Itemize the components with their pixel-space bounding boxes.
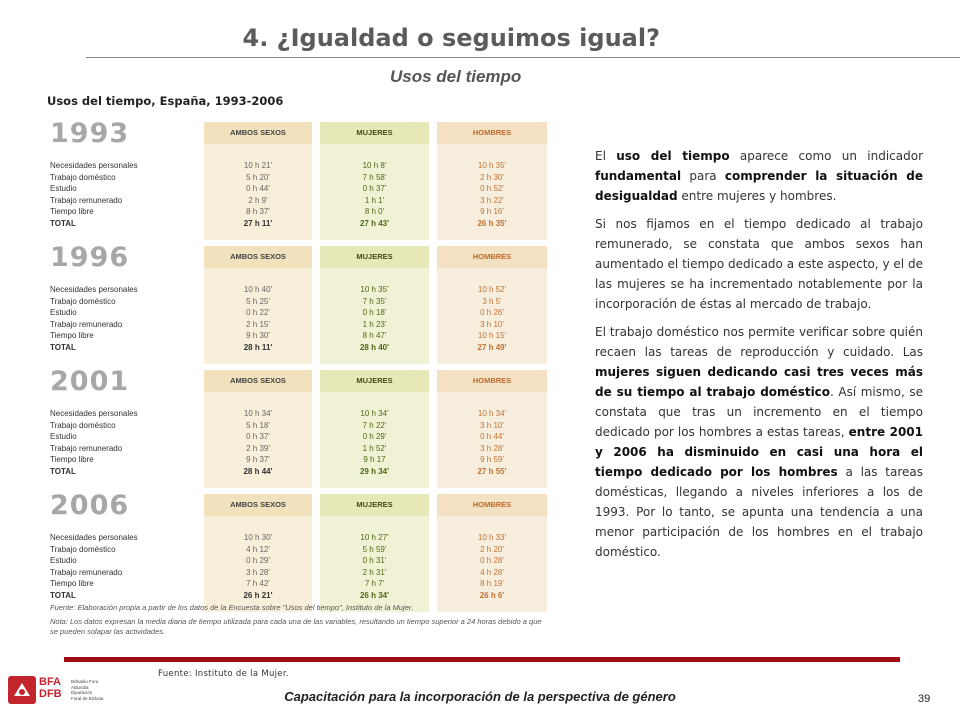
row-label: Estudio — [50, 432, 77, 441]
logo-text: BFA DFB — [39, 676, 62, 700]
value-cell: 1 h 52' — [362, 443, 387, 453]
mujeres-values — [320, 160, 429, 229]
value-cell: 26 h 6' — [479, 590, 505, 600]
row-label: Necesidades personales — [50, 285, 138, 294]
text-run: aparece como un indicador — [729, 149, 923, 163]
column-header: AMBOS SEXOS — [204, 494, 312, 516]
value-cell: 0 h 28' — [480, 556, 504, 565]
value-cell: 3 h 10' — [480, 319, 504, 329]
paragraph-3 — [595, 322, 923, 562]
hombres-values — [437, 284, 547, 353]
value-cell: 28 h 40' — [359, 342, 390, 352]
value-cell: 5 h 59' — [362, 544, 387, 554]
column-header: HOMBRES — [437, 246, 547, 268]
ambos-values — [204, 408, 312, 477]
value-cell: 5 h 18' — [246, 420, 270, 430]
footer-source: Fuente: Instituto de la Mujer. — [158, 669, 289, 679]
value-cell: 9 h 37' — [246, 455, 270, 464]
column-header: HOMBRES — [437, 370, 547, 392]
row-label: TOTAL — [50, 466, 76, 476]
row-label: Estudio — [50, 184, 77, 193]
column-header: HOMBRES — [437, 122, 547, 144]
value-cell: 1 h 1' — [364, 195, 385, 205]
row-label: Trabajo remunerado — [50, 195, 123, 205]
value-cell: 2 h 31' — [362, 567, 387, 577]
body-text — [595, 146, 923, 570]
paragraph-1 — [595, 146, 923, 206]
row-label: TOTAL — [50, 342, 76, 352]
value-cell: 0 h 31' — [362, 556, 387, 565]
row-label: Trabajo doméstico — [50, 172, 116, 182]
value-cell: 10 h 21' — [243, 161, 273, 170]
year-block — [46, 490, 550, 612]
row-label: Tiempo libre — [50, 331, 94, 340]
row-label: Estudio — [50, 308, 77, 317]
value-cell: 0 h 44' — [246, 184, 270, 193]
value-cell: 0 h 29' — [246, 556, 270, 565]
value-cell: 26 h 35' — [477, 218, 507, 228]
bold-run: mujeres siguen dedicando casi tres veces más de su tiempo al trabajo doméstico — [595, 365, 923, 399]
value-cell: 2 h 39' — [246, 443, 270, 453]
value-cell: 9 h 16' — [480, 207, 504, 216]
value-cell: 9 h 59' — [480, 455, 504, 464]
row-labels — [50, 408, 138, 477]
value-cell: 8 h 0' — [364, 207, 385, 216]
ambos-values — [204, 532, 312, 601]
title-divider — [86, 57, 960, 58]
value-cell: 26 h 21' — [243, 590, 273, 600]
row-labels — [50, 284, 138, 353]
year-label: 2006 — [50, 490, 130, 521]
mujeres-values — [320, 408, 429, 477]
value-cell: 4 h 28' — [480, 567, 504, 577]
row-label: TOTAL — [50, 218, 76, 228]
column-header: AMBOS SEXOS — [204, 246, 312, 268]
row-label: Trabajo remunerado — [50, 319, 123, 329]
year-label: 1993 — [50, 118, 130, 149]
hombres-values — [437, 160, 547, 229]
value-cell: 0 h 37' — [246, 432, 270, 441]
ambos-values — [204, 160, 312, 229]
value-cell: 8 h 37' — [246, 207, 270, 216]
value-cell: 0 h 22' — [246, 308, 270, 317]
figure-notes — [50, 603, 550, 637]
value-cell: 5 h 20' — [246, 172, 270, 182]
value-cell: 10 h 30' — [243, 533, 273, 542]
column-header: AMBOS SEXOS — [204, 370, 312, 392]
text-run: entre mujeres y hombres. — [677, 189, 837, 203]
row-label: Necesidades personales — [50, 533, 138, 542]
value-cell: 10 h 8' — [362, 161, 387, 170]
row-label: Trabajo doméstico — [50, 544, 116, 554]
value-cell: 27 h 11' — [243, 218, 273, 228]
footer-caption: Capacitación para la incorporación de la perspectiva de género — [284, 689, 676, 704]
value-cell: 1 h 23' — [362, 319, 387, 329]
year-block — [46, 366, 550, 488]
value-cell: 7 h 7' — [364, 579, 385, 588]
value-cell: 28 h 44' — [243, 466, 273, 476]
figure-source-note: Fuente: Elaboración propia a partir de los datos de la Encuesta sobre "Usos del tiempo", Instituto de la Mujer. — [50, 603, 414, 612]
text-run: El — [595, 149, 617, 163]
value-cell: 10 h 27' — [360, 533, 389, 542]
text-run: . Así mismo, se constata que tras un incremento en el tiempo dedicado por los hombres a estas tareas, — [595, 385, 923, 439]
value-cell: 3 h 5' — [482, 296, 502, 306]
figure-heading: Usos del tiempo, España, 1993-2006 — [47, 94, 284, 108]
value-cell: 10 h 34' — [477, 409, 507, 418]
value-cell: 10 h 15' — [477, 331, 507, 340]
logo-subtitle: Bizkaiko Foru Aldundia Diputación Foral de Bizkaia — [71, 679, 104, 701]
row-labels — [50, 532, 138, 601]
value-cell: 10 h 34' — [243, 409, 273, 418]
bold-run: fundamental — [595, 169, 682, 183]
value-cell: 2 h 30' — [480, 172, 504, 182]
year-label: 1996 — [50, 242, 130, 273]
year-block — [46, 118, 550, 240]
hombres-values — [437, 408, 547, 477]
value-cell: 10 h 35' — [477, 161, 507, 170]
row-label: Necesidades personales — [50, 409, 138, 418]
row-label: Tiempo libre — [50, 579, 94, 588]
value-cell: 7 h 58' — [362, 172, 387, 182]
paragraph-2: Si nos fijamos en el tiempo dedicado al trabajo remunerado, se constata que ambos sexos han aumentado el tiempo dedicado a este aspecto, y el de las mujeres se ha incrementado notablemente por la incorporación de éstas al mercado de trabajo. — [595, 217, 923, 311]
value-cell: 0 h 44' — [480, 432, 504, 441]
row-label: Necesidades personales — [50, 161, 138, 170]
value-cell: 3 h 28' — [246, 567, 270, 577]
row-label: Trabajo doméstico — [50, 420, 116, 430]
value-cell: 29 h 34' — [359, 466, 390, 476]
value-cell: 26 h 34' — [359, 590, 390, 600]
row-label: Trabajo doméstico — [50, 296, 116, 306]
page-subtitle: Usos del tiempo — [390, 67, 522, 86]
row-label: TOTAL — [50, 590, 76, 600]
value-cell: 10 h 34' — [360, 409, 389, 418]
time-use-infographic — [46, 118, 550, 638]
value-cell: 10 h 33' — [477, 533, 507, 542]
bold-run: entre 2001 y 2006 ha disminuido en casi una hora el tiempo dedicado por los hombres — [595, 425, 923, 479]
value-cell: 2 h 9' — [248, 195, 268, 205]
page-title: 4. ¿Igualdad o seguimos igual? — [242, 24, 660, 52]
footer-divider — [64, 657, 900, 662]
page-number: 39 — [918, 693, 931, 705]
value-cell: 3 h 28' — [480, 443, 504, 453]
row-label: Trabajo remunerado — [50, 443, 123, 453]
value-cell: 0 h 52' — [480, 184, 504, 193]
value-cell: 2 h 15' — [246, 319, 270, 329]
text-run: a las tareas domésticas, llegando a niveles inferiores a los de 1993. Por lo tanto, se apunta una tendencia a una menor participación de los hombres en el trabajo doméstico. — [595, 465, 923, 559]
year-label: 2001 — [50, 366, 130, 397]
ambos-values — [204, 284, 312, 353]
value-cell: 7 h 35' — [362, 296, 387, 306]
value-cell: 10 h 40' — [243, 285, 273, 294]
column-header: MUJERES — [320, 122, 429, 144]
value-cell: 27 h 55' — [477, 466, 507, 476]
value-cell: 3 h 10' — [480, 420, 504, 430]
row-label: Tiempo libre — [50, 455, 94, 464]
row-label: Estudio — [50, 556, 77, 565]
hombres-values — [437, 532, 547, 601]
value-cell: 0 h 37' — [362, 184, 387, 193]
column-header: MUJERES — [320, 246, 429, 268]
value-cell: 2 h 20' — [480, 544, 504, 554]
value-cell: 0 h 26' — [480, 308, 504, 317]
row-label: Trabajo remunerado — [50, 567, 123, 577]
value-cell: 4 h 12' — [246, 544, 270, 554]
value-cell: 27 h 43' — [359, 218, 390, 228]
value-cell: 3 h 22' — [480, 195, 504, 205]
value-cell: 5 h 25' — [246, 296, 270, 306]
column-header: HOMBRES — [437, 494, 547, 516]
mujeres-values — [320, 284, 429, 353]
year-block — [46, 242, 550, 364]
value-cell: 8 h 47' — [362, 331, 387, 340]
bold-run: uso del tiempo — [616, 149, 730, 163]
value-cell: 7 h 22' — [362, 420, 387, 430]
value-cell: 8 h 19' — [480, 579, 504, 588]
value-cell: 9 h 30' — [246, 331, 270, 340]
text-run: para — [681, 169, 725, 183]
column-header: AMBOS SEXOS — [204, 122, 312, 144]
value-cell: 0 h 29' — [362, 432, 387, 441]
text-run: El trabajo doméstico nos permite verificar sobre quién recaen las tareas de reproducción y cuidado. Las — [595, 325, 923, 359]
bold-run: comprender la situación de desigualdad — [595, 169, 923, 203]
mujeres-values — [320, 532, 429, 601]
value-cell: 28 h 11' — [243, 342, 273, 352]
value-cell: 7 h 42' — [246, 579, 270, 588]
value-cell: 10 h 52' — [477, 285, 507, 294]
value-cell: 10 h 35' — [360, 285, 389, 294]
value-cell: 0 h 18' — [362, 308, 387, 317]
row-labels — [50, 160, 138, 229]
column-header: MUJERES — [320, 370, 429, 392]
row-label: Tiempo libre — [50, 207, 94, 216]
column-header: MUJERES — [320, 494, 429, 516]
value-cell: 9 h 17 — [363, 455, 386, 464]
figure-note: Nota: Los datos expresan la media diaria de tiempo utilizada para cada una de las variables, resultando un tiempo superior a 24 horas debido a que se pueden solapar las actividades. — [50, 617, 542, 636]
value-cell: 27 h 49' — [477, 342, 507, 352]
